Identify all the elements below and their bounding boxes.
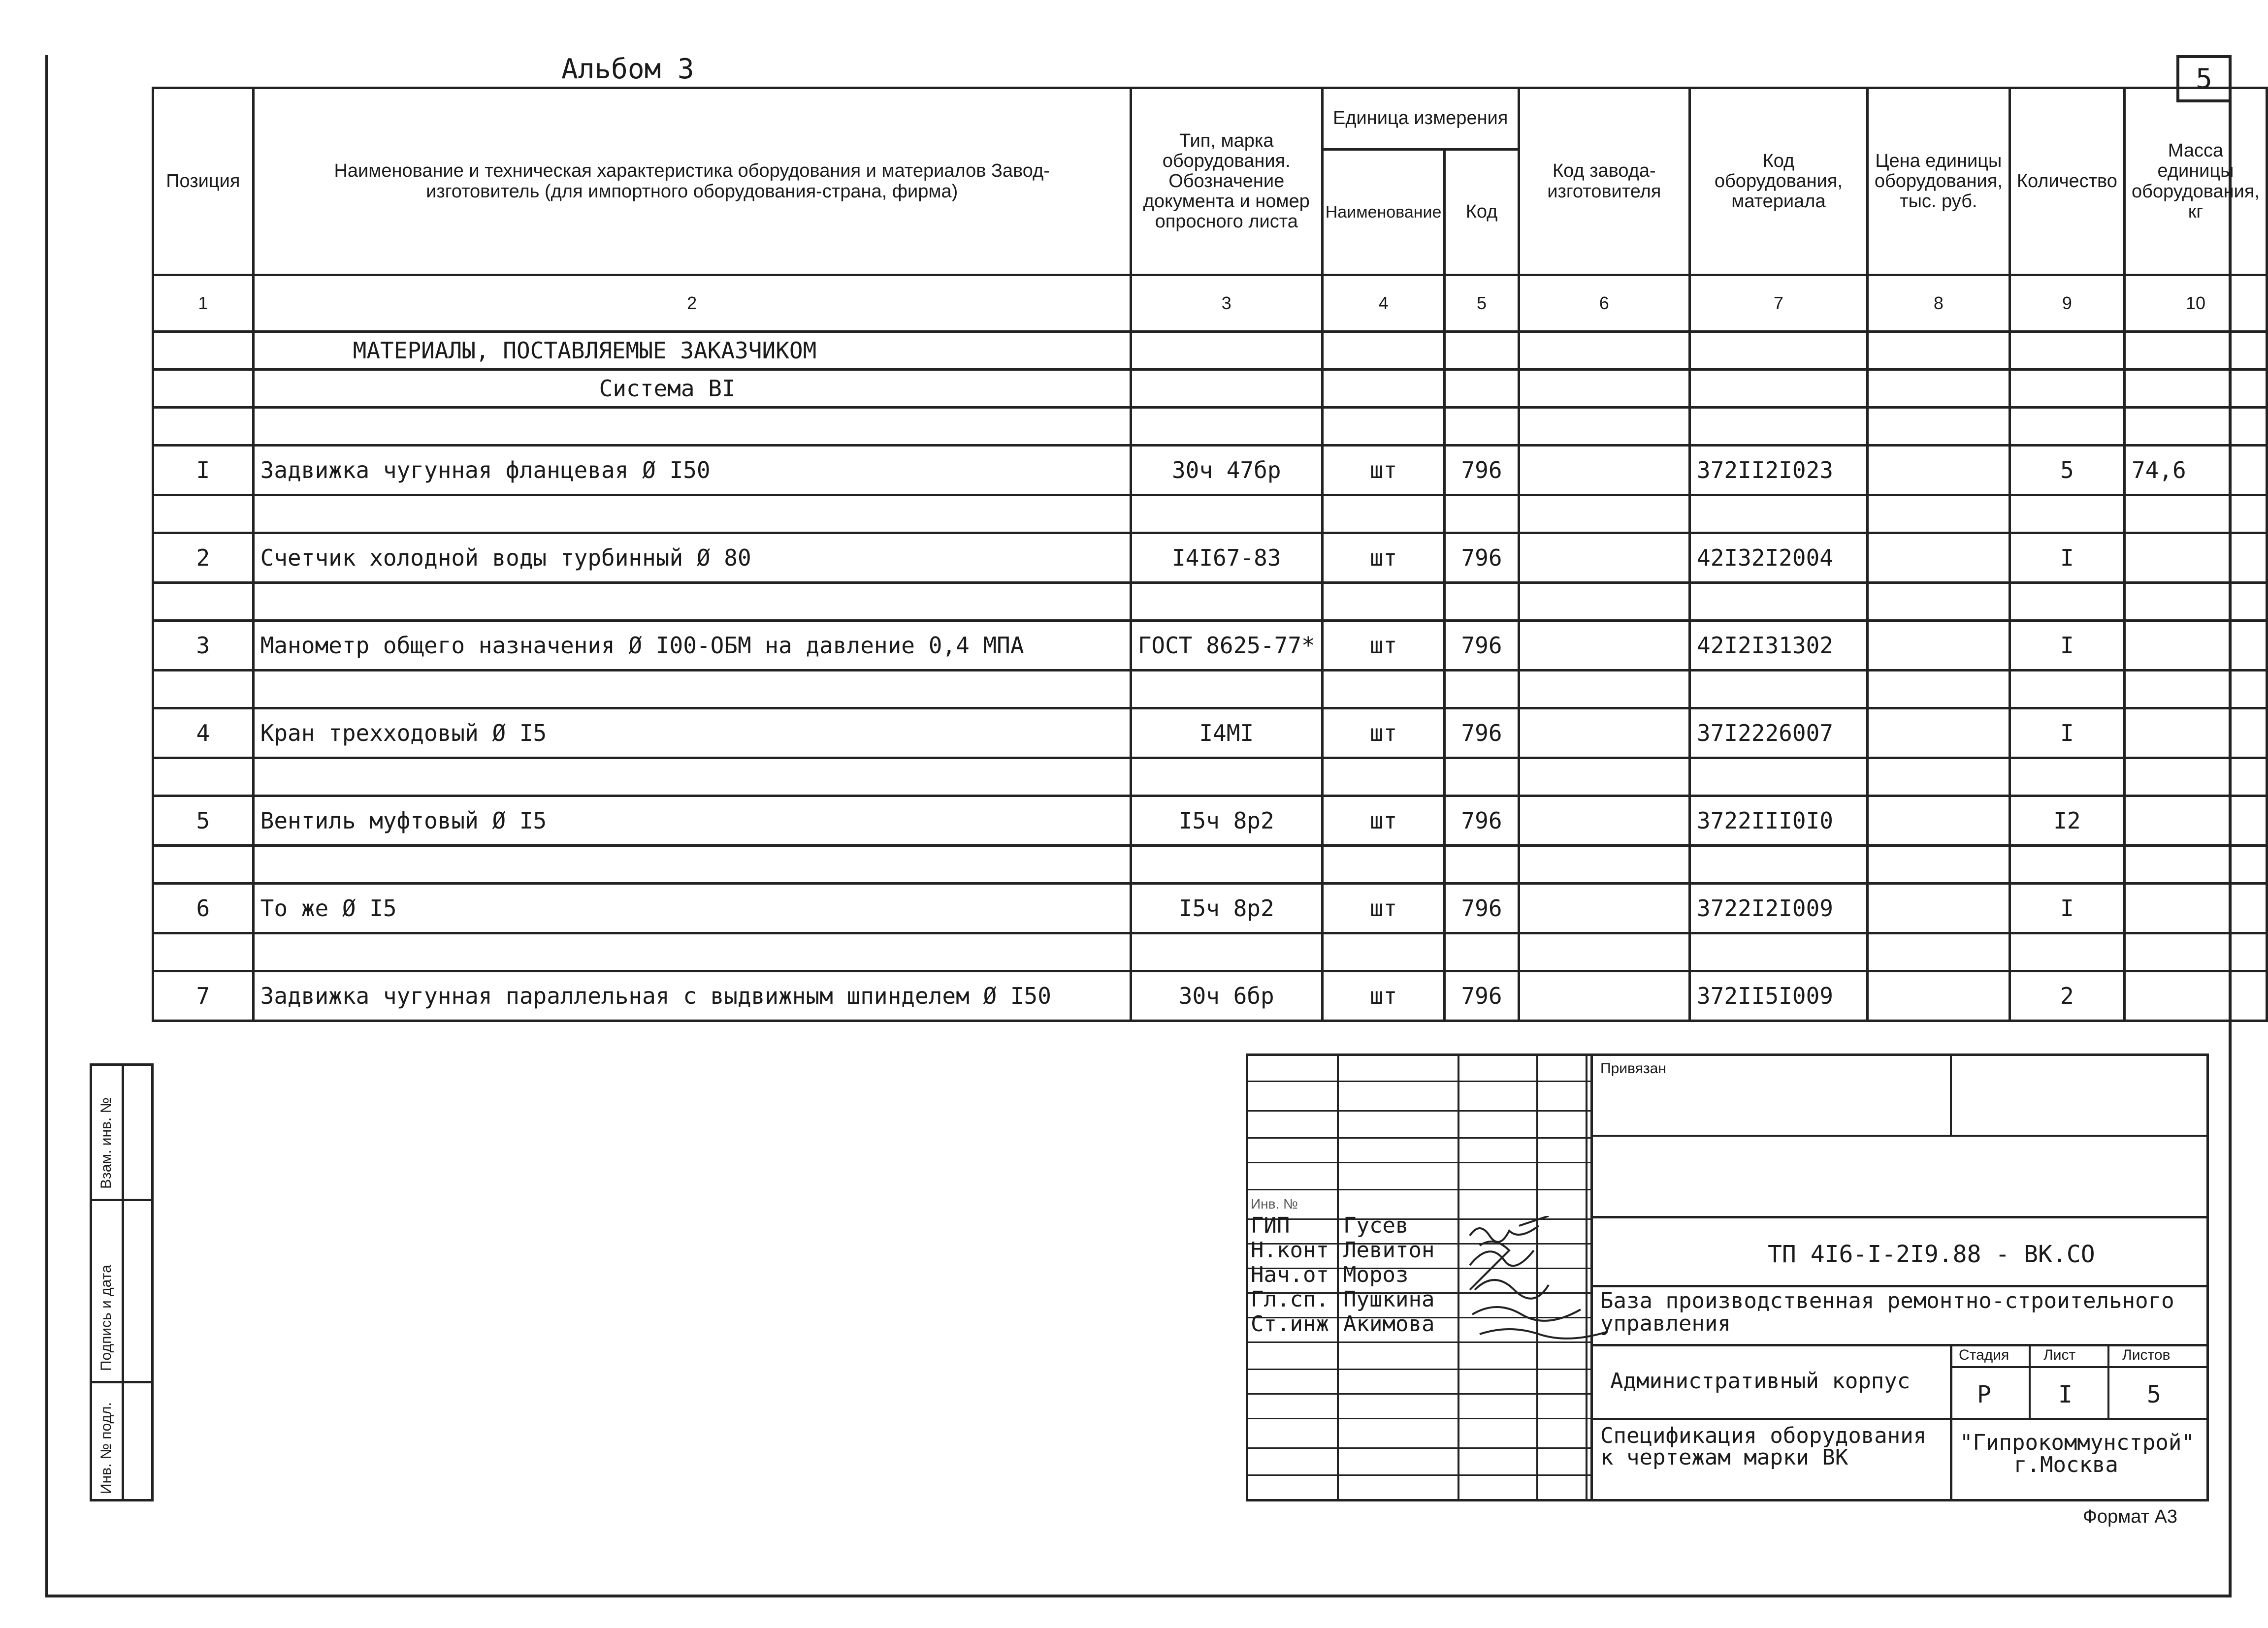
- header-quantity: Количество: [2009, 88, 2124, 275]
- cell-unit: шт: [1322, 971, 1445, 1021]
- header-factory-code: Код завода-изготовителя: [1519, 88, 1689, 275]
- signatures-scribble: [1460, 1216, 1622, 1344]
- tied-label: Привязан: [1600, 1060, 1666, 1077]
- cell-code: 796: [1445, 621, 1519, 670]
- cell-mass: [2124, 796, 2267, 846]
- cell-price: [1867, 884, 2009, 933]
- header-name: Наименование и техническая характеристика оборудования и материалов Завод-изготовитель (для импортного оборудования-страна, фирма): [253, 88, 1131, 275]
- cell-factory: [1519, 884, 1689, 933]
- cell-type: I4MI: [1131, 708, 1322, 758]
- signer-names: Гусев Левитон Мороз Пушкина Акимова: [1343, 1213, 1435, 1337]
- cell-code: 796: [1445, 884, 1519, 933]
- cell-mass: [2124, 533, 2267, 583]
- cell-code: 796: [1445, 796, 1519, 846]
- column-number: 8: [1867, 275, 2009, 332]
- header-unit-code: Код: [1445, 150, 1519, 275]
- table-row: [153, 533, 2267, 583]
- cell-name: Задвижка чугунная фланцевая Ø I50: [253, 446, 1131, 495]
- album-label: Альбом 3: [561, 53, 694, 85]
- table-row: [153, 621, 2267, 670]
- cell-factory: [1519, 971, 1689, 1021]
- cell-factory: [1519, 533, 1689, 583]
- spacer-row: [153, 846, 2267, 884]
- page-number: 5: [2176, 55, 2232, 102]
- cell-equip-code: 37I2226007: [1690, 708, 1868, 758]
- cell-equip-code: 372II5I009: [1690, 971, 1868, 1021]
- left-side-stamp: [90, 1063, 154, 1501]
- cell-factory: [1519, 446, 1689, 495]
- inv-label: Инв. №: [1251, 1196, 1298, 1212]
- cell-name: Задвижка чугунная параллельная с выдвижным шпинделем Ø I50: [253, 971, 1131, 1021]
- spacer-row: [153, 408, 2267, 446]
- header-price: Цена единицы оборудования, тыс. руб.: [1867, 88, 2009, 275]
- cell-mass: [2124, 621, 2267, 670]
- cell-pos: 6: [153, 884, 254, 933]
- spacer-row: [153, 583, 2267, 621]
- column-number: 3: [1131, 275, 1322, 332]
- title-block: [1246, 1053, 2209, 1501]
- header-mass: Масса единицы оборудования, кг: [2124, 88, 2267, 275]
- cell-equip-code: 3722III0I0: [1690, 796, 1868, 846]
- cell-qty: I: [2009, 533, 2124, 583]
- cell-equip-code: 372II2I023: [1690, 446, 1868, 495]
- cell-qty: I: [2009, 884, 2124, 933]
- header-type: Тип, марка оборудования. Обозначение документа и номер опросного листа: [1131, 88, 1322, 275]
- stamp-sign-date: Подпись и дата: [98, 1265, 114, 1371]
- sheet-label: Лист: [2043, 1347, 2076, 1363]
- system-title: Система BI: [253, 370, 1131, 408]
- system-title-row: [153, 370, 2267, 408]
- cell-pos: 5: [153, 796, 254, 846]
- spacer-row: [153, 495, 2267, 533]
- cell-code: 796: [1445, 446, 1519, 495]
- cell-price: [1867, 971, 2009, 1021]
- table-row: [153, 971, 2267, 1021]
- cell-type: I5ч 8р2: [1131, 796, 1322, 846]
- cell-mass: 74,6: [2124, 446, 2267, 495]
- cell-name: Вентиль муфтовый Ø I5: [253, 796, 1131, 846]
- cell-mass: [2124, 708, 2267, 758]
- section-title-row: [153, 332, 2267, 370]
- column-number: 9: [2009, 275, 2124, 332]
- stamp-orig-inv: Инв. № подл.: [98, 1402, 114, 1494]
- document-code: ТП 4I6-I-2I9.88 - ВК.СО: [1768, 1241, 2095, 1268]
- column-number-row: [153, 275, 2267, 332]
- cell-name: Кран трехходовый Ø I5: [253, 708, 1131, 758]
- cell-qty: 2: [2009, 971, 2124, 1021]
- stamp-ref-inv: Взам. инв. №: [98, 1097, 114, 1189]
- column-number: 5: [1445, 275, 1519, 332]
- cell-unit: шт: [1322, 884, 1445, 933]
- cell-equip-code: 42I2I31302: [1690, 621, 1868, 670]
- cell-price: [1867, 533, 2009, 583]
- organization-name: "Гипрокоммунстрой": [1960, 1430, 2195, 1455]
- cell-price: [1867, 708, 2009, 758]
- cell-pos: 2: [153, 533, 254, 583]
- header-row: [153, 88, 2267, 150]
- stage-value: Р: [1977, 1381, 1991, 1408]
- cell-unit: шт: [1322, 533, 1445, 583]
- cell-mass: [2124, 884, 2267, 933]
- cell-pos: 7: [153, 971, 254, 1021]
- cell-pos: 4: [153, 708, 254, 758]
- cell-code: 796: [1445, 533, 1519, 583]
- header-position: Позиция: [153, 88, 254, 275]
- cell-qty: I: [2009, 708, 2124, 758]
- column-number: 2: [253, 275, 1131, 332]
- cell-factory: [1519, 796, 1689, 846]
- cell-price: [1867, 621, 2009, 670]
- sheets-value: 5: [2147, 1381, 2161, 1408]
- cell-mass: [2124, 971, 2267, 1021]
- cell-name: Счетчик холодной воды турбинный Ø 80: [253, 533, 1131, 583]
- cell-name: Манометр общего назначения Ø I00-ОБМ на давление 0,4 МПА: [253, 621, 1131, 670]
- signer-roles: ГИП Н.конт Нач.от Гл.сп. Ст.инж: [1251, 1213, 1329, 1337]
- spacer-row: [153, 670, 2267, 708]
- column-number: 7: [1690, 275, 1868, 332]
- cell-qty: I: [2009, 621, 2124, 670]
- cell-unit: шт: [1322, 446, 1445, 495]
- spec-title: Спецификация оборудования к чертежам марки ВК: [1600, 1423, 1927, 1470]
- cell-name: То же Ø I5: [253, 884, 1131, 933]
- cell-type: 30ч 6бр: [1131, 971, 1322, 1021]
- format-label: Формат А3: [2083, 1506, 2178, 1527]
- column-number: 4: [1322, 275, 1445, 332]
- spacer-row: [153, 933, 2267, 971]
- cell-unit: шт: [1322, 796, 1445, 846]
- header-equipment-code: Код оборудования, материала: [1690, 88, 1868, 275]
- cell-type: 30ч 47бр: [1131, 446, 1322, 495]
- column-number: 6: [1519, 275, 1689, 332]
- table-row: [153, 446, 2267, 495]
- cell-qty: 5: [2009, 446, 2124, 495]
- table-row: [153, 884, 2267, 933]
- cell-qty: I2: [2009, 796, 2124, 846]
- section-title: МАТЕРИАЛЫ, ПОСТАВЛЯЕМЫЕ ЗАКАЗЧИКОМ: [253, 332, 1131, 370]
- project-name: База производственная ремонтно-строительного управления: [1600, 1288, 2174, 1336]
- building-name: Административный корпус: [1610, 1369, 1911, 1394]
- organization-city: г.Москва: [2014, 1452, 2118, 1477]
- stage-label: Стадия: [1959, 1347, 2009, 1363]
- cell-factory: [1519, 621, 1689, 670]
- column-number: 10: [2124, 275, 2267, 332]
- cell-price: [1867, 796, 2009, 846]
- cell-type: ГОСТ 8625-77*: [1131, 621, 1322, 670]
- table-row: [153, 708, 2267, 758]
- cell-type: I4I67-83: [1131, 533, 1322, 583]
- table-row: [153, 796, 2267, 846]
- sheet-value: I: [2058, 1381, 2073, 1408]
- cell-code: 796: [1445, 708, 1519, 758]
- cell-code: 796: [1445, 971, 1519, 1021]
- header-unit-name: Наименование: [1322, 150, 1445, 275]
- cell-equip-code: 42I32I2004: [1690, 533, 1868, 583]
- header-unit-group: Единица измерения: [1322, 88, 1519, 150]
- cell-factory: [1519, 708, 1689, 758]
- spacer-row: [153, 758, 2267, 796]
- cell-unit: шт: [1322, 708, 1445, 758]
- cell-type: I5ч 8р2: [1131, 884, 1322, 933]
- cell-equip-code: 3722I2I009: [1690, 884, 1868, 933]
- sheets-label: Листов: [2122, 1347, 2171, 1363]
- cell-price: [1867, 446, 2009, 495]
- cell-pos: I: [153, 446, 254, 495]
- specification-table: [152, 87, 2268, 1022]
- cell-pos: 3: [153, 621, 254, 670]
- column-number: 1: [153, 275, 254, 332]
- cell-unit: шт: [1322, 621, 1445, 670]
